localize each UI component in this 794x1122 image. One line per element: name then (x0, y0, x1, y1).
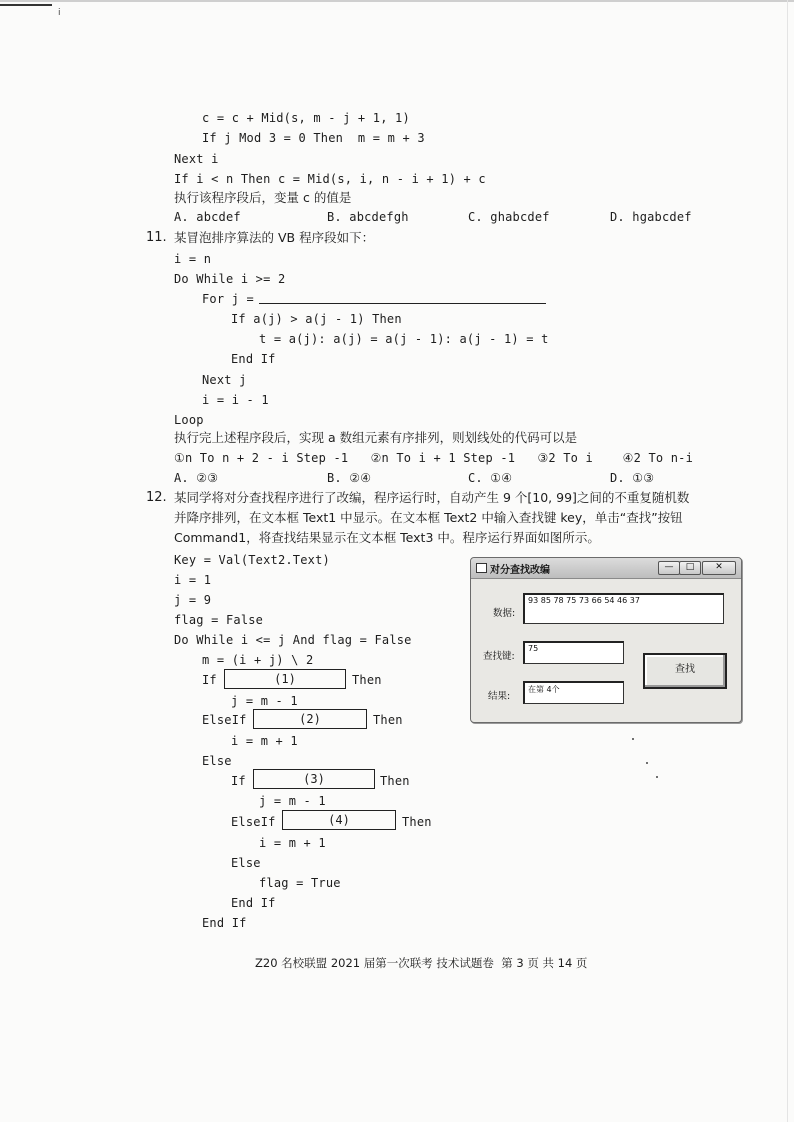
code-line: If j Mod 3 = 0 Then m = m + 3 (202, 131, 425, 145)
maximize-button[interactable]: □ (679, 561, 701, 575)
code-line: End If (231, 896, 276, 910)
code-line: If a(j) > a(j - 1) Then (231, 312, 402, 326)
page-right-edge (787, 0, 788, 1122)
text2-key-input[interactable]: 75 (523, 641, 624, 664)
question-prompt: 执行该程序段后，变量 c 的值是 (174, 190, 352, 205)
code-keyword-then: Then (352, 673, 382, 687)
code-line: Do While i <= j And flag = False (174, 633, 412, 647)
question-stem: 某同学将对分查找程序进行了改编，程序运行时，自动产生 9 个[10, 99]之间的不重复随机数 (174, 490, 690, 505)
question-stem: 并降序排列，在文本框 Text1 中显示。在文本框 Text2 中输入查找键 key，单击“查找”按钮 (174, 510, 683, 525)
code-line: j = 9 (174, 593, 212, 607)
question-number: 12. (146, 490, 167, 505)
code-line: If i < n Then c = Mid(s, i, n - i + 1) + c (174, 172, 486, 186)
code-line: j = m - 1 (259, 794, 326, 808)
code-line: i = 1 (174, 573, 212, 587)
code-line: End If (202, 916, 247, 930)
code-keyword-if: If (231, 774, 246, 788)
code-line: c = c + Mid(s, m - j + 1, 1) (202, 111, 410, 125)
code-line: j = m - 1 (231, 694, 298, 708)
question-stem: 某冒泡排序算法的 VB 程序段如下： (174, 230, 375, 245)
scan-speck (656, 776, 658, 778)
program-window (470, 557, 742, 723)
code-line: i = n (174, 252, 212, 266)
answer-blank-3: (3) (253, 769, 375, 789)
code-keyword-then: Then (380, 774, 410, 788)
option-c: C. ①④ (468, 471, 513, 485)
window-titlebar[interactable] (471, 558, 741, 579)
code-keyword-else: Else (202, 754, 232, 768)
text1-data-box[interactable]: 93 85 78 75 73 66 54 46 37 (523, 593, 724, 624)
code-line: i = i - 1 (202, 393, 269, 407)
code-keyword-elseif: ElseIf (231, 815, 276, 829)
answer-blank-line (259, 303, 546, 304)
code-line: Next i (174, 152, 219, 166)
question-number: 11. (146, 230, 167, 245)
code-line: For j = (202, 292, 254, 306)
code-line: t = a(j): a(j) = a(j - 1): a(j - 1) = t (259, 332, 549, 346)
question-stem: Command1，将查找结果显示在文本框 Text3 中。程序运行界面如图所示。 (174, 530, 600, 545)
code-line: flag = True (259, 876, 341, 890)
option-b: B. ②④ (327, 471, 372, 485)
corner-mark: i (58, 8, 61, 18)
option-b: B. abcdefgh (327, 210, 409, 224)
code-line: flag = False (174, 613, 264, 627)
answer-blank-2: (2) (253, 709, 367, 729)
window-app-icon (476, 563, 487, 573)
page-footer: Z20 名校联盟 2021 届第一次联考 技术试题卷 第 3 页 共 14 页 (255, 956, 588, 970)
code-line: i = m + 1 (231, 734, 298, 748)
key-label: 查找键: (483, 651, 515, 662)
page-top-edge (0, 0, 794, 2)
answer-blank-4: (4) (282, 810, 396, 830)
code-keyword-if: If (202, 673, 217, 687)
code-keyword-then: Then (373, 713, 403, 727)
code-line: m = (i + j) \ 2 (202, 653, 314, 667)
search-button[interactable]: 查找 (643, 653, 727, 689)
data-label: 数据: (493, 608, 516, 619)
text3-result-box[interactable]: 在第 4个 (523, 681, 624, 704)
scan-speck (632, 738, 634, 740)
question-prompt: 执行完上述程序段后，实现 a 数组元素有序排列，则划线处的代码可以是 (174, 430, 578, 445)
option-c: C. ghabcdef (468, 210, 550, 224)
close-button[interactable]: ✕ (702, 561, 736, 575)
option-d: D. ①③ (610, 471, 655, 485)
code-line: Do While i >= 2 (174, 272, 286, 286)
answer-choices: ①n To n + 2 - i Step -1 ②n To i + 1 Step -1 ③2 To i ④2 To n-i (174, 451, 694, 465)
code-line: i = m + 1 (259, 836, 326, 850)
code-line: End If (231, 352, 276, 366)
scan-speck (646, 762, 648, 764)
code-line: Loop (174, 413, 204, 427)
minimize-button[interactable]: — (658, 561, 680, 575)
option-a: A. abcdef (174, 210, 241, 224)
code-keyword-else: Else (231, 856, 261, 870)
option-d: D. hgabcdef (610, 210, 692, 224)
window-title: 对分查找改编 (490, 565, 550, 576)
code-keyword-elseif: ElseIf (202, 713, 247, 727)
answer-blank-1: (1) (224, 669, 346, 689)
option-a: A. ②③ (174, 471, 219, 485)
result-label: 结果: (488, 691, 511, 702)
code-line: Key = Val(Text2.Text) (174, 553, 330, 567)
scan-margin-line (0, 4, 52, 6)
code-line: Next j (202, 373, 247, 387)
code-keyword-then: Then (402, 815, 432, 829)
